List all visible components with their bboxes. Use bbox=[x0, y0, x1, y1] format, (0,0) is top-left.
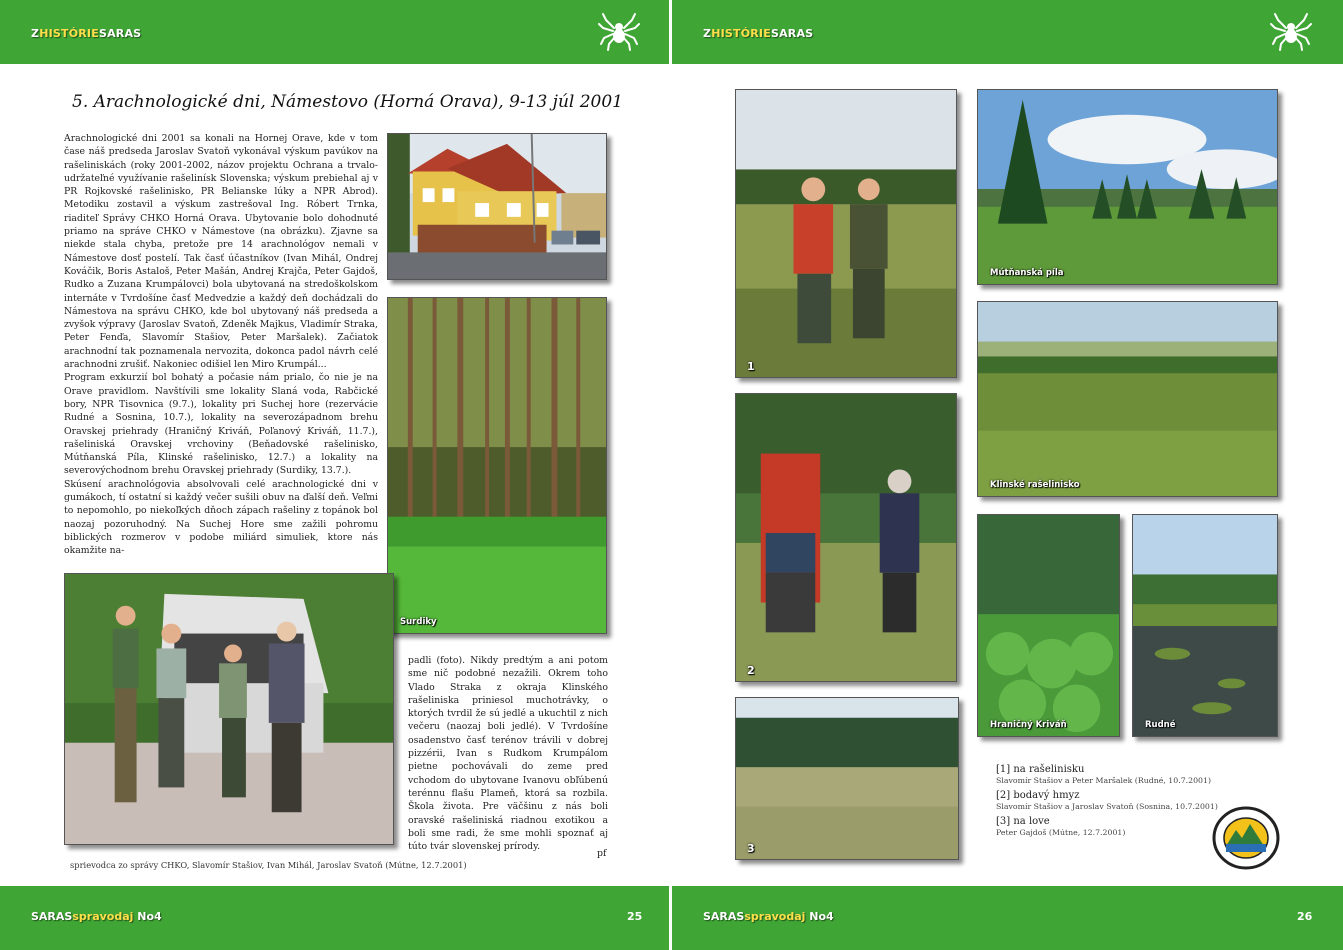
photo-group-car bbox=[64, 573, 394, 845]
photo-chko-building bbox=[387, 133, 607, 280]
photo-rudne bbox=[1132, 514, 1278, 737]
page-divider bbox=[669, 0, 672, 950]
spider-icon bbox=[598, 10, 640, 52]
photo-3-hunting bbox=[735, 697, 959, 860]
photo-legend bbox=[996, 764, 1226, 842]
paragraph: Arachnologické dni 2001 sa konali na Hornej Orave, kde v tom čase náš predseda Jaroslav Svatoň vykonával výskum pavúkov na rašeliniskách (roky 2001-2002, názov projektu Ochrana a trvalo-udržateľné využívanie rašelinísk Slovenska; výskum prebiehal aj v PR Rojkovské rašelinisko, PR Belianske lúky a NPR Abrod). Metodiku zostavil a výskum zastrešoval Ing. Róbert Trnka, riaditeľ Správy CHKO Horná Orava. Ubytovanie bolo dohodnuté priamo na správe CHKO v Námestove (na obrázku). Zjavne sa niekde stala chyba, pretože pre 14 arachnológov nemali v Námestove dosť postelí. Tak časť účastníkov (Ivan Mihál, Ondrej Kováčik, Boris Astaloš, Peter Mašán, Andrej Krajča, Peter Gajdoš, Rudko a Zuzana Krumpálovci) bola ubytovaná na stredoškolskom internáte v Tvrdošíne časť Medvedzie a každý deň dochádzali do Námestova na správu CHKO, kde bol ubytovaný náš predseda a zvyšok výpravy (Jaroslav Svatoň, Zdeněk Majkus, Vladimír Straka, Peter Fenďa, Slavomír Stašiov, Peter Maršalek). Začiatok arachnodní tak poznamenala nervozita, dokonca padol návrh celé arachnodni zrušiť. Nakoniec odišiel len Miro Krumpál... bbox=[64, 133, 378, 371]
photo-number: 2 bbox=[747, 664, 755, 677]
photo-label: Klinské rašelinisko bbox=[990, 480, 1080, 490]
legend-item: [2] bodavý hmyz Slavomír Stašiov a Jaroslav Svatoň (Sosnina, 10.7.2001) bbox=[996, 790, 1218, 811]
photo-label: Surdiky bbox=[400, 617, 437, 627]
chko-horna-orava-logo bbox=[1212, 806, 1280, 870]
paragraph: Skúsení arachnológovia absolvovali celé arachnologické dni v gumákoch, tí ostatní si každý večer sušili obuv na ďalší deň. Veľmi to nepomohlo, po niekoľkých dňoch zápach rašeliny z topánok bol naozaj pozoruhodný. Na Suchej Hore sme zažili pohromu biblických rozmerov v podobe miliárd simuliek, ktore nás okamžite na- bbox=[64, 478, 378, 557]
photo-klinske-raselinisko bbox=[977, 301, 1278, 497]
paragraph: padli (foto). Nikdy predtým a ani potom sme nič podobné nezažili. Okrem toho Vlado Straka z okraja Klinského rašeliniska priniesol muchotrávky, o ktorých tvrdil že sú jedlé a ukuchtil z nich večeru (naozaj boli jedlé). V Tvrdošíne osadenstvo časť terénov trávili v dobrej pizzérii, Ivan s Rudkom Krumpálom pietne pochovávali do zeme pred vchodom do ubytovane Ivanovu obľúbenú terénnu flašu Plameň, ktorá sa rozbila. Škola života. Pre väčšinu z nás boli oravské rašeliniská riadnou exotikou a boli sme radi, že sme mohli spoznať aj túto tvár slovenskej prírody. bbox=[408, 655, 608, 853]
photo-surdiky bbox=[387, 297, 607, 634]
footer-title-left: SARASspravodaj No4 bbox=[31, 910, 162, 923]
photo-mutnanska-pila bbox=[977, 89, 1278, 285]
photo-caption: sprievodca zo správy CHKO, Slavomír Stašiov, Ivan Mihál, Jaroslav Svatoň (Mútne, 12.7.2001) bbox=[70, 860, 467, 870]
article-title: 5. Arachnologické dni, Námestovo (Horná Orava), 9-13 júl 2001 bbox=[72, 92, 623, 112]
photo-label: Hraničný Kriváň bbox=[990, 720, 1067, 730]
photo-number: 3 bbox=[747, 842, 755, 855]
spider-icon bbox=[1270, 10, 1312, 52]
legend-item: [1] na rašelinisku Slavomír Stašiov a Peter Maršalek (Rudné, 10.7.2001) bbox=[996, 764, 1212, 785]
header-title-left: ZHISTÓRIESARAS bbox=[31, 27, 142, 40]
legend-item: [3] na love Peter Gajdoš (Mútne, 12.7.2001) bbox=[996, 816, 1126, 837]
photo-1-on-peat-bog bbox=[735, 89, 957, 378]
article-body-column-1 bbox=[64, 132, 378, 558]
footer-title-right: SARASspravodaj No4 bbox=[703, 910, 834, 923]
header-title-right: ZHISTÓRIESARAS bbox=[703, 27, 814, 40]
page-number-right: 26 bbox=[1297, 910, 1313, 923]
author-signature: pf bbox=[597, 848, 607, 859]
photo-label: Mútňanská píla bbox=[990, 268, 1064, 278]
paragraph: Program exkurzií bol bohatý a počasie nám prialo, čo nie je na Orave pravidlom. Navštívili sme lokality Slaná voda, Rabčické bory, NPR Tisovnica (9.7.), lokality pri Suchej hore (rezervácie Rudné a Sosnina, 10.7.), lokality na severozápadnom brehu Oravskej priehrady (Hraničný Kriváň, Poľanový Kriváň, 11.7.), rašeliniská Oravskej vrchoviny (Beňadovské rašelinisko, Mútňanská Píla, Klinské rašelinisko, 12.7.) a lokality na severovýchodnom brehu Oravskej priehrady (Surdiky, 13.7.). bbox=[64, 372, 378, 477]
photo-label: Rudné bbox=[1145, 720, 1176, 730]
page-number-left: 25 bbox=[627, 910, 643, 923]
photo-2-biting-insects bbox=[735, 393, 957, 682]
photo-hranicny-krivan bbox=[977, 514, 1120, 737]
article-body-column-2 bbox=[408, 654, 608, 853]
photo-number: 1 bbox=[747, 360, 755, 373]
